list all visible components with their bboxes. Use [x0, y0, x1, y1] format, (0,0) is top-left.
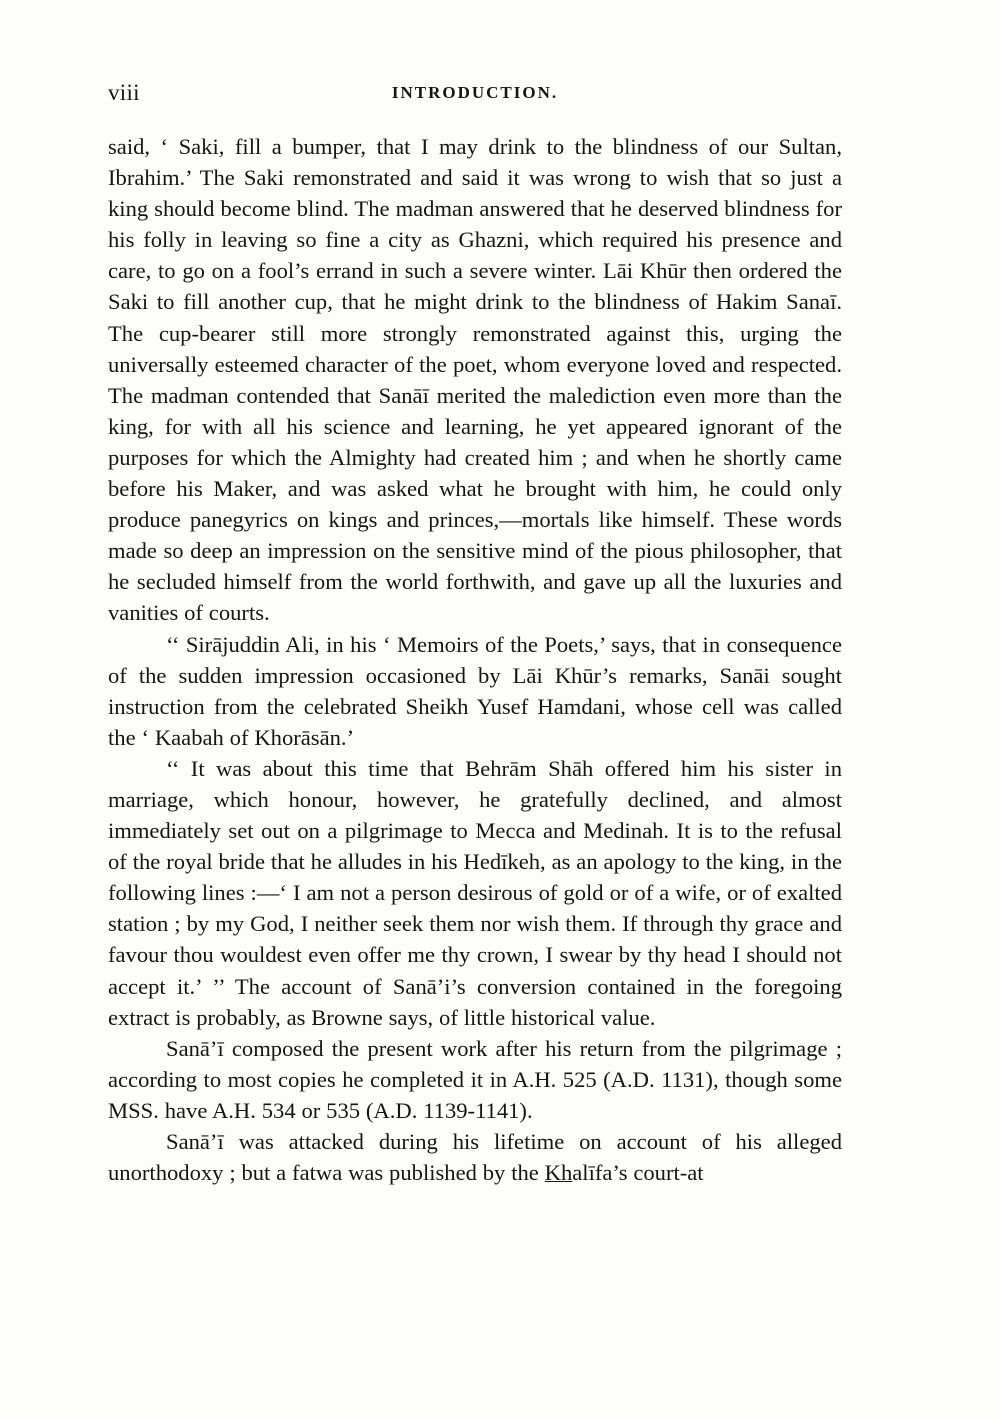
paragraph-5-text-after: alīfa’s court-at — [572, 1160, 704, 1186]
paragraph-2: ‘‘ Sirājuddin Ali, in his ‘ Memoirs of the Poets,’ says, that in consequence of the sudden impression occasioned by Lāi Khūr’s remarks, Sanāi sought instruction from the celebrated Sheikh Yusef Hamdani, whose cell was called the ‘ Kaabah of Khorāsān.’ — [108, 631, 842, 750]
kh-digraph: Kh — [544, 1160, 573, 1186]
paragraph-5 — [108, 1126, 842, 1188]
body-text-block — [108, 131, 842, 1188]
paragraph-4: Sanā’ī composed the present work after his return from the pilgrimage ; according to most copies he completed it in A.H. 525 (A.D. 1131), though some MSS. have A.H. 534 or 535 (A.D. 1139-1141). — [108, 1035, 842, 1123]
page-number: viii — [108, 80, 140, 105]
running-head — [108, 78, 840, 108]
paragraph-5-text-before: Sanā’ī was attacked during his lifetime on account of his alleged unorthodoxy ; but a fatwa was published by the — [108, 1129, 842, 1186]
running-head-title: INTRODUCTION. — [391, 83, 559, 102]
paragraph-3: ‘‘ It was about this time that Behrām Shāh offered him his sister in marriage, which honour, however, he gratefully declined, and almost immediately set out on a pilgrimage to Mecca and Medinah. It is to the refusal of the royal bride that he alludes in his Hedīkeh, as an apology to the king, in the following lines :—‘ I am not a person desirous of gold or of a wife, or of exalted station ; by my God, I neither seek them nor wish them. If through thy grace and favour thou wouldest even offer me thy crown, I swear by thy head I should not accept it.’ ’’ The account of Sanā’i’s conversion contained in the foregoing extract is probably, as Browne says, of little historical value. — [108, 755, 842, 1030]
paragraph-1: said, ‘ Saki, fill a bumper, that I may drink to the blindness of our Sultan, Ibrahim.’ The Saki remonstrated and said it was wrong to wish that so just a king should become blind. The madman answered that he deserved blindness for his folly in leaving so fine a city as Ghazni, which required his presence and care, to go on a fool’s errand in such a severe winter. Lāi Khūr then ordered the Saki to fill another cup, that he might drink to the blindness of Hakim Sanaī. The cup-bearer still more strongly remonstrated against this, urging the universally esteemed character of the poet, whom everyone loved and respected. The madman contended that Sanāī merited the malediction even more than the king, for with all his science and learning, he yet appeared ignorant of the purposes for which the Almighty had created him ; and when he shortly came before his Maker, and was asked what he brought with him, he could only produce panegyrics on kings and princes,—mortals like himself. These words made so deep an impression on the sensitive mind of the pious philosopher, that he secluded himself from the world forthwith, and gave up all the luxuries and vanities of courts. — [108, 134, 842, 626]
